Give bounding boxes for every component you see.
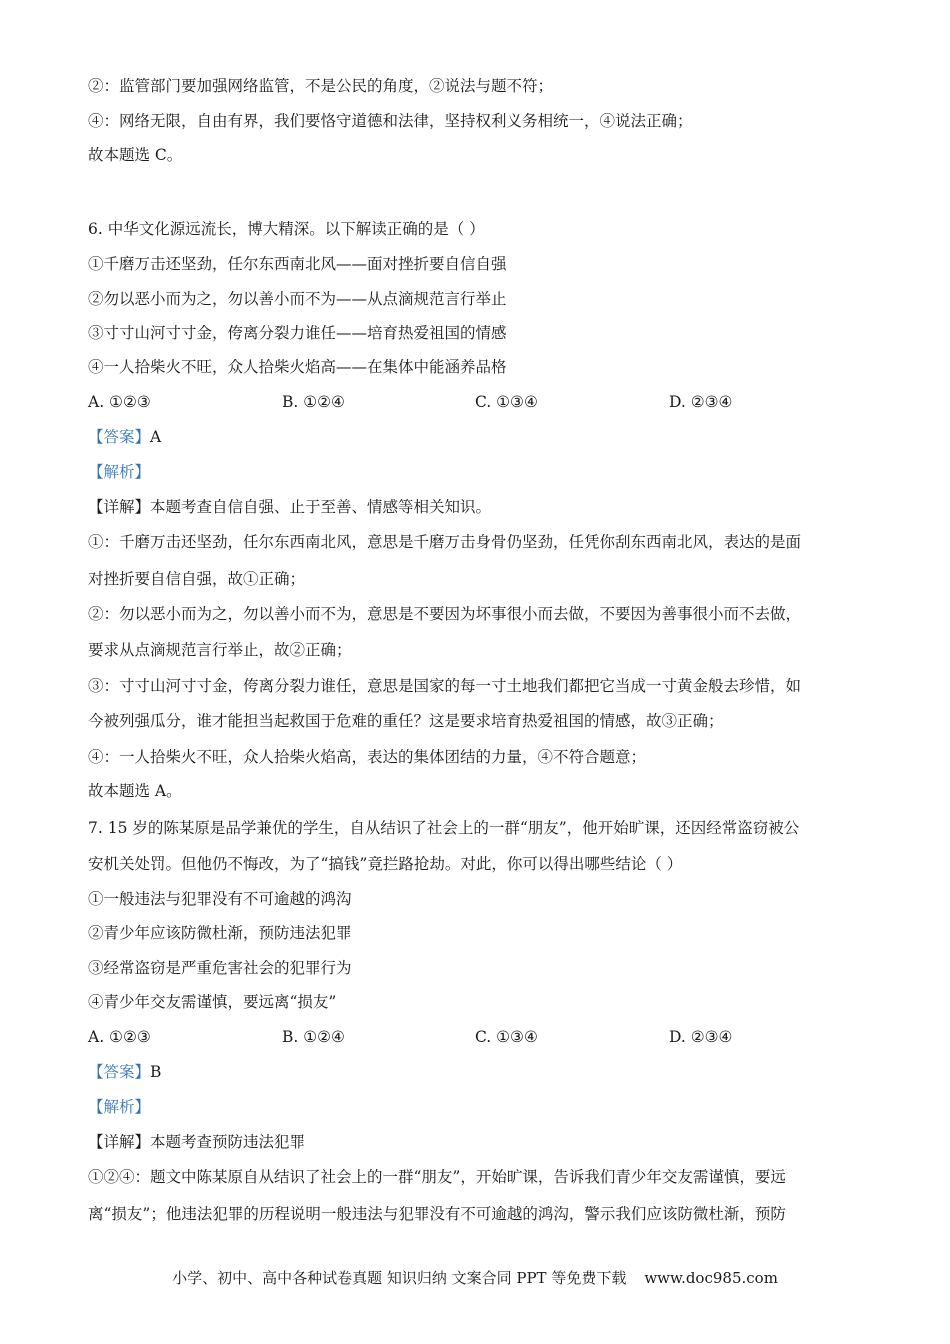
detail-tag: 【详解】 [88, 1133, 151, 1151]
q6-detail-line: ③：寸寸山河寸寸金，侉离分裂力谁任，意思是国家的每一寸土地我们都把它当成一寸黄金般去珍惜，如 [88, 677, 802, 695]
q7-option-c: C. ①③④ [475, 1028, 538, 1046]
q7-detail-line: ①②④：题文中陈某原自从结识了社会上的一群“朋友”，开始旷课，告诉我们青少年交友需谨慎，要远 [88, 1168, 786, 1186]
q6-detail [88, 497, 491, 517]
footer-url[interactable]: www.doc985.com [644, 1269, 778, 1287]
q6-item: ①千磨万击还坚劲，任尔东西南北风——面对挫折要自信自强 [88, 255, 507, 273]
answer-tag: 【答案】 [88, 1063, 151, 1081]
q7-item: ③经常盗窃是严重危害社会的犯罪行为 [88, 959, 352, 977]
q6-item: ④一人拾柴火不旺，众人拾柴火焰高——在集体中能涵养品格 [88, 358, 507, 376]
q7-option-b: B. ①②④ [282, 1028, 345, 1046]
page-footer [0, 1268, 950, 1288]
detail-intro: 本题考查预防违法犯罪 [150, 1133, 306, 1151]
analysis-tag: 【解析】 [88, 463, 151, 481]
footer-text: 小学、初中、高中各种试卷真题 知识归纳 文案合同 PPT 等免费下载 [172, 1269, 627, 1287]
detail-intro: 本题考查自信自强、止于至善、情感等相关知识。 [150, 498, 492, 516]
prev-analysis-line: ④：网络无限，自由有界，我们要恪守道德和法律，坚持权利义务相统一，④说法正确； [88, 112, 693, 130]
q7-detail-line: 离“损友”；他违法犯罪的历程说明一般违法与犯罪没有不可逾越的鸿沟，警示我们应该防微杜渐，预防 [88, 1205, 786, 1223]
q6-option-c: C. ①③④ [475, 393, 538, 411]
analysis-tag: 【解析】 [88, 1098, 151, 1116]
q6-detail-line: ①：千磨万击还坚劲，任尔东西南北风，意思是千磨万击身骨仍坚劲，任凭你刮东西南北风，表达的是面 [88, 533, 802, 551]
q6-conclusion: 故本题选 A。 [88, 782, 182, 800]
q6-answer [88, 427, 161, 447]
q6-stem: 6. 中华文化源远流长，博大精深。以下解读正确的是（ ） [88, 220, 485, 238]
q6-option-b: B. ①②④ [282, 393, 345, 411]
q6-option-a: A. ①②③ [88, 393, 151, 411]
q6-detail-line: ②：勿以恶小而为之，勿以善小而不为，意思是不要因为坏事很小而去做，不要因为善事很小而不去做， [88, 605, 802, 623]
q6-answer-value: A [150, 428, 162, 446]
q7-item: ①一般违法与犯罪没有不可逾越的鸿沟 [88, 890, 352, 908]
q7-answer [88, 1062, 161, 1082]
q7-option-a: A. ①②③ [88, 1028, 151, 1046]
q7-answer-value: B [150, 1063, 162, 1081]
detail-tag: 【详解】 [88, 498, 151, 516]
q7-analysis-tag [88, 1097, 150, 1117]
q7-stem: 7. 15 岁的陈某原是品学兼优的学生，自从结识了社会上的一群“朋友”，他开始旷课，还因经常盗窃被公 [88, 819, 800, 837]
prev-conclusion: 故本题选 C。 [88, 146, 183, 164]
q6-detail-line: ④：一人拾柴火不旺，众人拾柴火焰高，表达的集体团结的力量，④不符合题意； [88, 748, 647, 766]
q6-detail-line: 对挫折要自信自强，故①正确； [88, 570, 306, 588]
prev-analysis-line: ②：监管部门要加强网络监管，不是公民的角度，②说法与题不符； [88, 77, 554, 95]
q7-detail [88, 1132, 305, 1152]
q6-detail-line: 要求从点滴规范言行举止，故②正确； [88, 641, 352, 659]
q6-item: ②勿以恶小而为之，勿以善小而不为——从点滴规范言行举止 [88, 290, 507, 308]
q6-detail-line: 今被列强瓜分，谁才能担当起救国于危难的重任？这是要求培育热爱祖国的情感，故③正确； [88, 712, 724, 730]
q6-analysis-tag [88, 462, 150, 482]
answer-tag: 【答案】 [88, 428, 151, 446]
q7-item: ④青少年交友需谨慎，要远离“损友” [88, 993, 337, 1011]
q7-item: ②青少年应该防微杜渐，预防违法犯罪 [88, 924, 352, 942]
q6-option-d: D. ②③④ [669, 393, 733, 411]
q6-item: ③寸寸山河寸寸金，侉离分裂力谁任——培育热爱祖国的情感 [88, 324, 507, 342]
q7-option-d: D. ②③④ [669, 1028, 733, 1046]
q7-stem-cont: 安机关处罚。但他仍不悔改，为了“搞钱”竟拦路抢劫。对此，你可以得出哪些结论（ ） [88, 855, 683, 873]
